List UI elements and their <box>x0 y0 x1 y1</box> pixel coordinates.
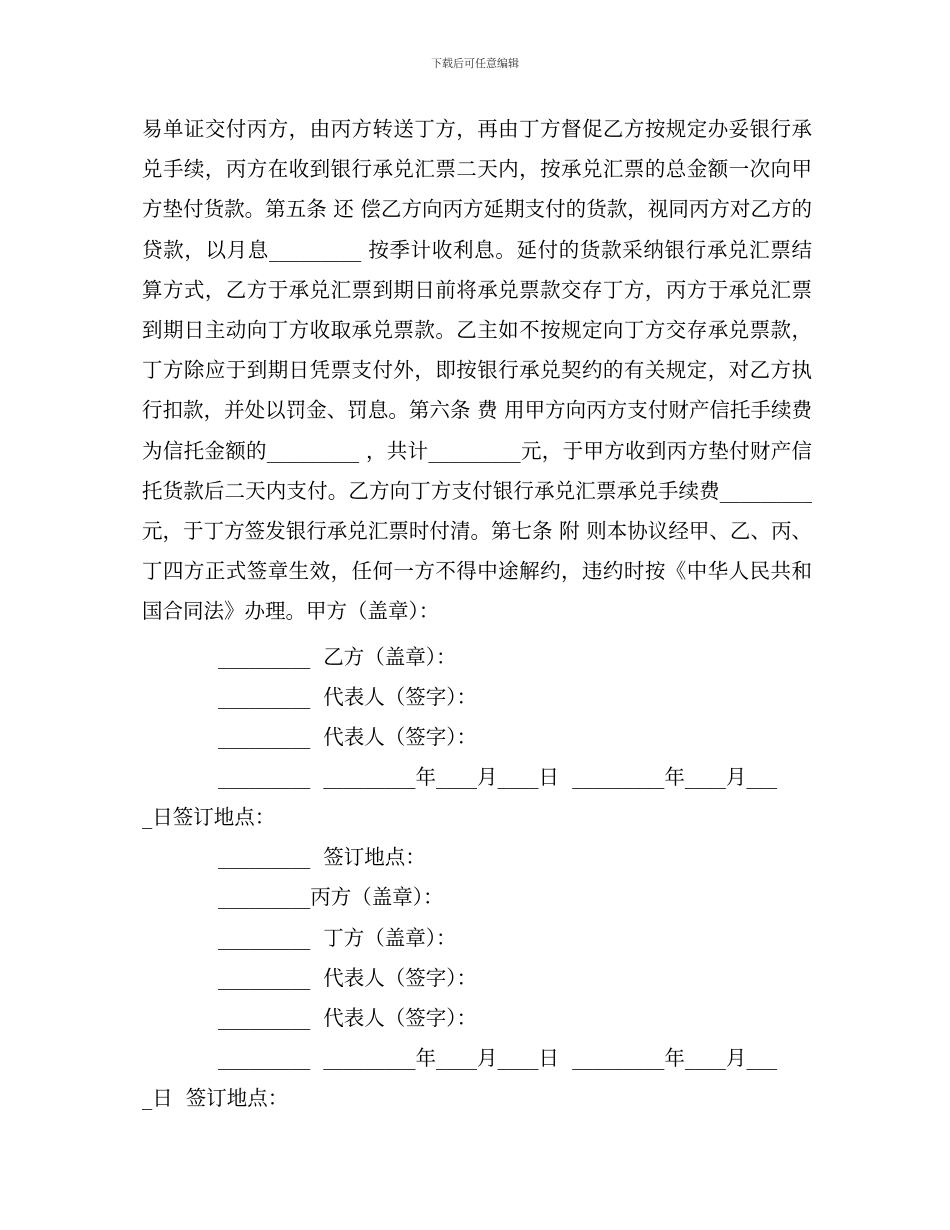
signature-line-representative: _________ 代表人（签字）： <box>218 685 478 709</box>
signature-line-representative: _________ 代表人（签字）： <box>218 725 478 749</box>
signature-line-sign-place: _________ 签订地点： <box>218 845 426 869</box>
signature-line-dates: _________ _________年____月____日 _________年____月___ <box>218 1046 778 1070</box>
signature-line-representative: _________ 代表人（签字）： <box>218 966 478 990</box>
page-header: 下载后可任意编辑 <box>431 57 519 70</box>
contract-body-paragraph: 易单证交付丙方，由丙方转送丁方，再由丁方督促乙方按规定办妥银行承兑手续，丙方在收到银行承兑汇票二天内，按承兑汇票的总金额一次向甲方垫付货款。第五条 还 偿乙方向丙方延期支付的货款，视同丙方对乙方的贷款，以月息_________ 按季计收利息。延付的货款采纳银行承兑汇票结算方式，乙方于承兑汇票到期日前将承兑票款交存丁方，丙方于承兑汇票到期日主动向丁方收取承兑票款。乙主如不按规定向丁方交存承兑票款，丁方除应于到期日凭票支付外，即按银行承兑契约的有关规定，对乙方执行扣款，并处以罚金、罚息。第六条 费 用甲方向丙方支付财产信托手续费为信托金额的_________ ，共计_________元，于甲方收到丙方垫付财产信托货款后二天内支付。乙方向丁方支付银行承兑汇票承兑手续费_________元，于丁方签发银行承兑汇票时付清。第七条 附 则本协议经甲、乙、丙、丁四方正式签章生效，任何一方不得中途解约，违约时按《中华人民共和国合同法》办理。甲方（盖章）： <box>142 117 812 624</box>
signature-line-dates: _________ _________年____月____日 _________年____月___ <box>218 765 778 789</box>
signature-line-representative: _________ 代表人（签字）： <box>218 1006 478 1030</box>
signature-line-bing-seal: _________丙方（盖章）： <box>218 885 444 909</box>
signature-line-ding-seal: _________ 丁方（盖章）： <box>218 926 457 950</box>
signature-line-sign-place: _日签订地点： <box>142 805 276 829</box>
signature-line-yi-seal: _________ 乙方（盖章）： <box>218 645 457 669</box>
signature-line-sign-place: _日 签订地点： <box>142 1086 289 1110</box>
